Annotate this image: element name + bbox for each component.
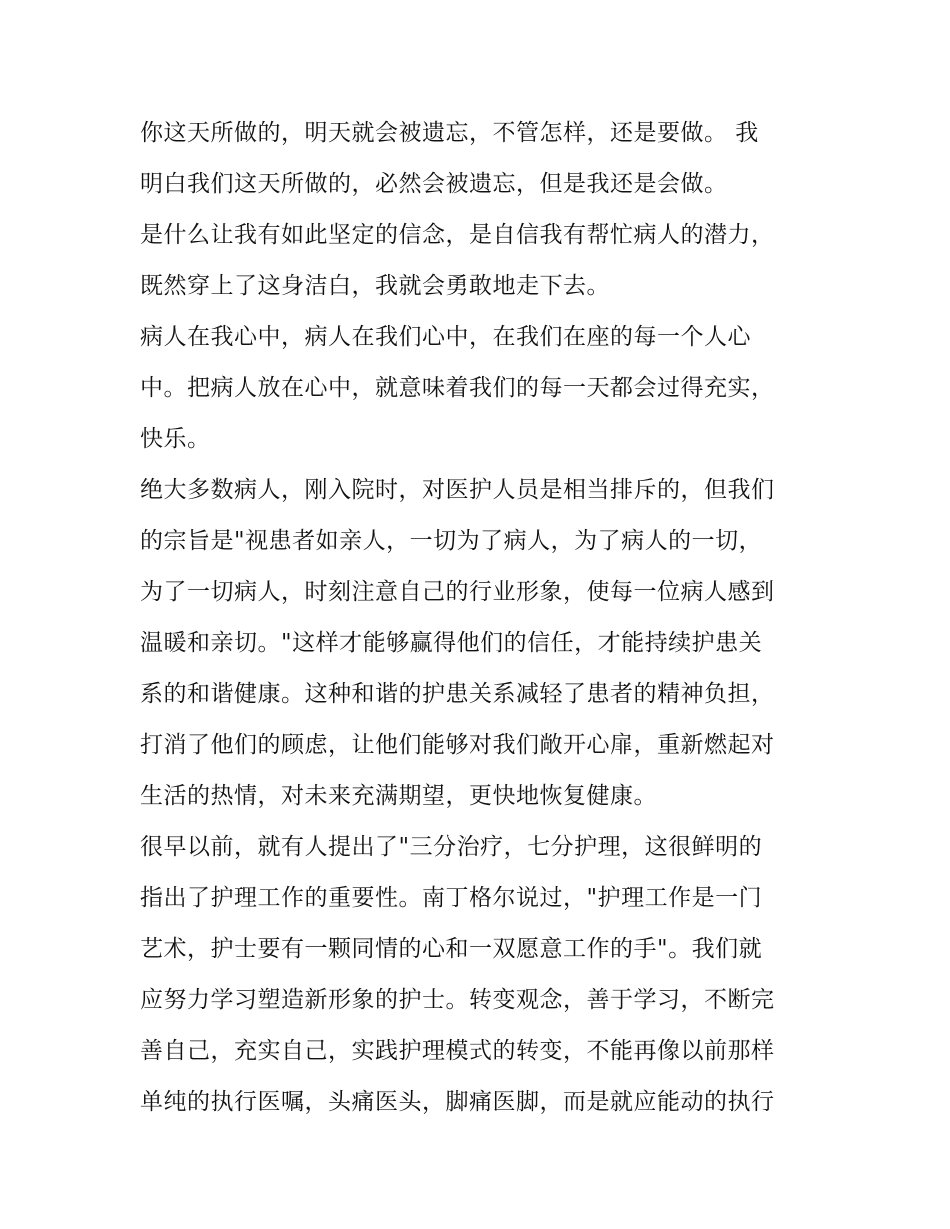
text-line: 应努力学习塑造新形象的护士。转变观念，善于学习，不断完 [140, 987, 775, 1013]
text-line: 系的和谐健康。这种和谐的护患关系减轻了患者的精神负担， [140, 681, 775, 707]
text-line: 中。把病人放在心中，就意味着我们的每一天都会过得充实， [140, 375, 775, 401]
text-line: 明白我们这天所做的，必然会被遗忘，但是我还是会做。 [140, 171, 728, 197]
text-line: 为了一切病人，时刻注意自己的行业形象，使每一位病人感到 [140, 579, 775, 605]
text-line: 快乐。 [140, 426, 211, 452]
text-line: 打消了他们的顾虑，让他们能够对我们敞开心扉，重新燃起对 [140, 732, 775, 758]
text-line: 温暖和亲切。"这样才能够赢得他们的信任，才能持续护患关 [140, 630, 763, 656]
text-line: 病人在我心中，病人在我们心中，在我们在座的每一个人心 [140, 324, 751, 350]
document-body [140, 108, 820, 1128]
text-line: 的宗旨是"视患者如亲人，一切为了病人，为了病人的一切， [140, 528, 763, 554]
text-line: 是什么让我有如此坚定的信念，是自信我有帮忙病人的潜力， [140, 222, 775, 248]
text-line: 你这天所做的，明天就会被遗忘，不管怎样，还是要做。 我 [140, 120, 759, 146]
text-line: 善自己，充实自己，实践护理模式的转变，不能再像以前那样 [140, 1038, 775, 1064]
text-line: 艺术，护士要有一颗同情的心和一双愿意工作的手"。我们就 [140, 936, 763, 962]
text-line: 指出了护理工作的重要性。南丁格尔说过，"护理工作是一门 [140, 885, 763, 911]
text-line: 生活的热情，对未来充满期望，更快地恢复健康。 [140, 783, 657, 809]
text-line: 既然穿上了这身洁白，我就会勇敢地走下去。 [140, 273, 610, 299]
text-line: 单纯的执行医嘱，头痛医头，脚痛医脚，而是就应能动的执行 [140, 1089, 775, 1115]
text-line: 绝大多数病人，刚入院时，对医护人员是相当排斥的，但我们 [140, 477, 775, 503]
text-line: 很早以前，就有人提出了"三分治疗，七分护理，这很鲜明的 [140, 834, 763, 860]
